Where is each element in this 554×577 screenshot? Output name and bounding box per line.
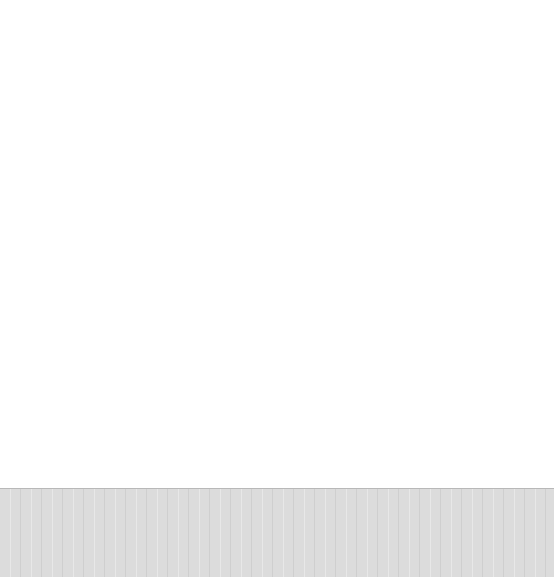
page-footer-band [0, 488, 554, 577]
